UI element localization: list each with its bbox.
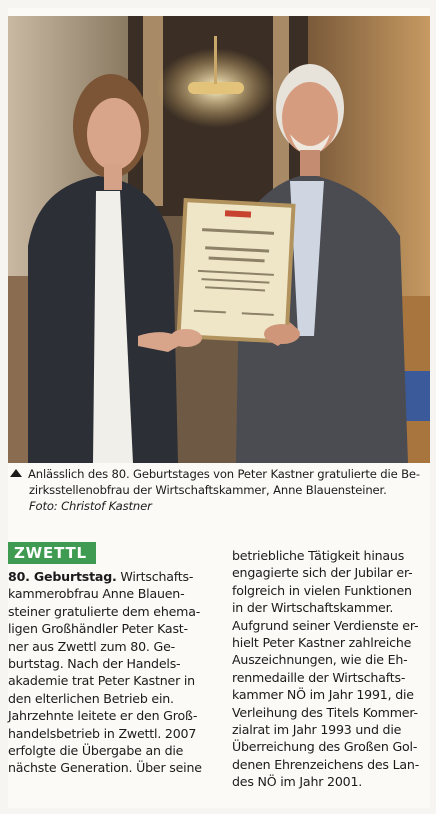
newspaper-clipping xyxy=(8,8,430,808)
article-line: ligen Großhändler Peter Kast- xyxy=(8,621,188,637)
caption-line-1: Anlässlich des 80. Geburtstages von Peter Kastner gratulierte die Be- xyxy=(28,467,420,481)
article-line: Überreichung des Großen Gol- xyxy=(232,739,418,755)
article-line xyxy=(8,568,218,585)
article-line: Aufgrund seiner Verdienste er- xyxy=(232,617,419,633)
article-line: folgreich in vielen Funktionen xyxy=(232,582,412,598)
article-line: in der Wirtschaftskammer. xyxy=(232,600,394,616)
article-line: kammer NÖ im Jahr 1991, die xyxy=(232,687,414,703)
article-line: des NÖ im Jahr 2001. xyxy=(232,774,363,790)
article-line: betriebliche Tätigkeit hinaus xyxy=(232,548,405,563)
article-line: den elterlichen Betrieb ein. xyxy=(8,690,174,706)
location-kicker: ZWETTL xyxy=(8,542,96,564)
article-column-right xyxy=(232,547,430,791)
caption-line-2: zirksstellenobfrau der Wirtschaftskammer, Anne Blauensteiner. xyxy=(29,483,387,497)
article-line: Jahrzehnte leitete er den Groß- xyxy=(8,708,198,724)
photo-illustration xyxy=(8,16,430,463)
article-line: Auszeichnungen, wie die Eh- xyxy=(232,652,408,668)
article-line: steiner gratulierte dem ehema- xyxy=(8,603,201,619)
article-line: burtstag. Nach der Handels- xyxy=(8,656,181,672)
article-text: Wirtschafts- xyxy=(116,569,194,584)
article-line: ner aus Zwettl zum 80. Ge- xyxy=(8,638,175,654)
article-lead: 80. Geburtstag. xyxy=(8,569,117,584)
article-line: nächste Generation. Über seine xyxy=(8,760,202,776)
article-line: erfolgte die Übergabe an die xyxy=(8,743,184,759)
article-line: akademie trat Peter Kastner in xyxy=(8,673,195,689)
article-line: Verleihung des Titels Kommer- xyxy=(232,704,418,720)
article-column-left xyxy=(8,568,218,777)
photo-credit: Foto: Christof Kastner xyxy=(29,499,152,513)
photo-caption xyxy=(10,466,428,514)
triangle-up-icon xyxy=(10,469,22,477)
article-line: handelsbetrieb in Zwettl. 2007 xyxy=(8,725,197,741)
article-line: kammerobfrau Anne Blauen- xyxy=(8,586,185,602)
article-photo xyxy=(8,16,430,463)
article-line: engagierte sich der Jubilar er- xyxy=(232,565,413,581)
article-line: denen Ehrenzeichens des Lan- xyxy=(232,756,420,772)
article-line: zialrat im Jahr 1993 und die xyxy=(232,722,402,738)
article-line: hielt Peter Kastner zahlreiche xyxy=(232,635,412,651)
article-line: renmedaille der Wirtschafts- xyxy=(232,669,406,685)
